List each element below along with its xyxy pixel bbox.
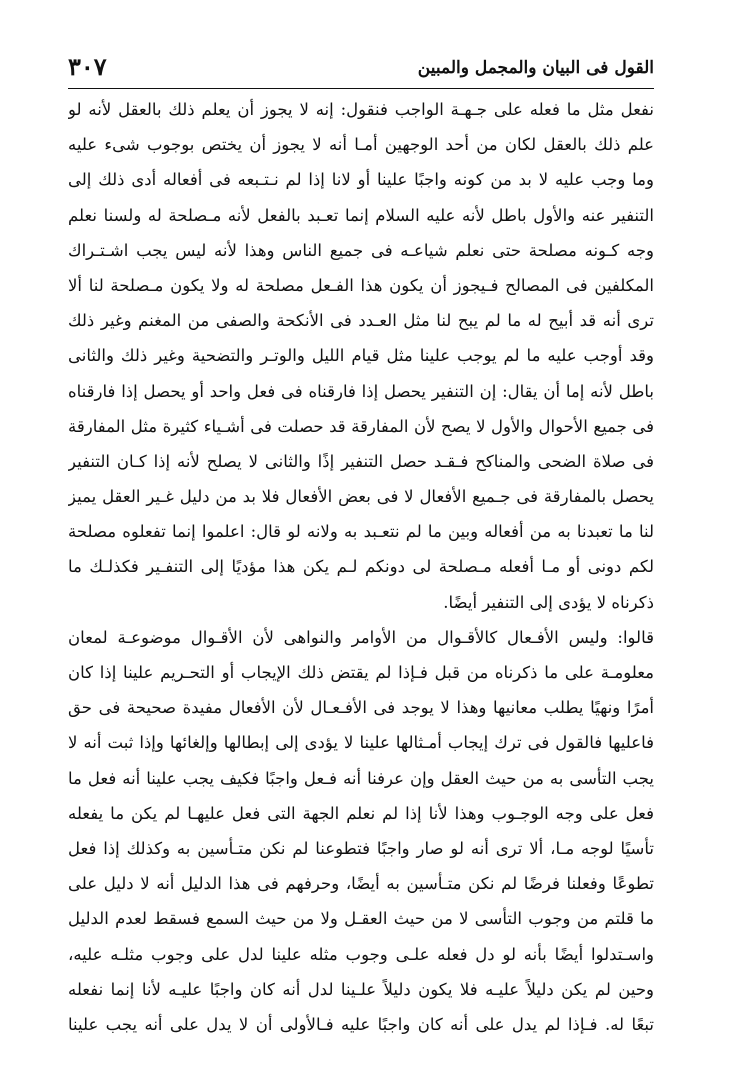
text-line: وحين لم يكن دليلاً عليـه فلا يكون دليلاً علـينا لدل أنه كان واجبًا عليـه لأنا إنما نفعله <box>68 979 654 999</box>
text-line: فعل على وجه الوجـوب وهذا لأنا إذا لم نعلم الجهة التى فعل عليهـا لم يكن ما يفعله <box>68 803 654 823</box>
text-line: فى جميع الأحوال والأول لا يصح لأن المفارقة قد حصلت فى أشـياء كثيرة مثل المفارقة <box>68 416 654 436</box>
text-line: نفعل مثل ما فعله على جـهـة الواجب فنقول: إنه لا يجوز أن يعلم ذلك بالعقل لأنه لو <box>68 100 654 119</box>
text-line: واسـتدلوا أيضًا بأنه لو دل فعله علـى وجوب مثله علينا لدل على وجوب مثلـه عليه، <box>68 944 654 964</box>
running-head <box>68 52 654 84</box>
text-line: المكلفين فى المصالح فـيجوز أن يكون هذا الفـعل مصلحة له ولا يكون مـصلحة لنا ألا <box>68 275 654 295</box>
text-line: ترى أنه قد أبيح له ما لم يبح لنا مثل العـدد فى الأنكحة والصفى من المغنم وغير ذلك <box>68 311 654 331</box>
text-line: لكم دونى أو مـا أفعله مـصلحة لى دونكم لـم يكن هذا مؤديًا إلى التنفـير فكذلـك ما <box>68 557 654 577</box>
header-divider <box>68 88 654 89</box>
text-line: تطوعًا وفعلنا فرضًا لم نكن متـأسين به أيضًا، وحرفهم فى هذا الدليل أنه لا دليل على <box>68 874 654 894</box>
text-line: تأسيًا لوجه مـا، ألا ترى أنه لو صار واجبًا فتطوعنا لم نكن متـأسين به وكذلك إذا فعل <box>68 838 654 858</box>
text-line: أمرًا ونهيًا يطلب معانيها وهذا لا يوجد فى الأفـعـال لأن الأفعال مفيدة صحيحة فى حق <box>68 698 654 718</box>
text-line: معلومـة على ما ذكرناه من قبل فـإذا لم يقتض ذلك الإيجاب أو التحـريم علينا إذا كان <box>68 663 654 682</box>
text-line: قالوا: وليس الأفـعال كالأقـوال من الأوامر والنواهى لأن الأقـوال موضوعـة لمعان <box>68 627 654 647</box>
text-line: تبعًا له. فـإذا لم يدل على أنه كان واجبًا عليه فـالأولى أن لا يدل على أنه يجب علينا <box>68 1014 654 1034</box>
text-line: فاعليها فالقول فى ترك إيجاب أمـثالها علينا لا يؤدى إلى إبطالها وإلغائها وإذا ثبت أنه لا <box>68 733 654 753</box>
page-number: ٣٠٧ <box>68 52 107 81</box>
text-line: باطل لأنه إما أن يقال: إن التنفير يحصل إذا فارقناه فى فعل واحد أو يحصل إذا فارقناه <box>68 381 654 401</box>
text-line: وقد أوجب عليه ما لم يوجب علينا مثل قيام الليل والوتـر والتضحية وغير ذلك والثانى <box>68 346 654 366</box>
page-body <box>68 92 654 1042</box>
text-line: وجه كـونه مصلحة حتى نعلم شياعـه فى جميع الناس وهذا لأنه ليس يجب اشـتـراك <box>68 240 654 260</box>
text-line: وما وجب عليه لا بد من كونه واجبًا علينا أو لانا إذا لم نـتـبعه فى أفعاله أدى ذلك إلى <box>68 170 654 190</box>
text-line: يجب التأسى به من حيث العقل وإن عرفنا أنه فـعل واجبًا فكيف يجب علينا أنه فعل ما <box>68 768 654 788</box>
running-title: القول فى البيان والمجمل والمبين <box>417 58 654 78</box>
text-line: علم ذلك بالعقل لكان من أحد الوجهين أمـا أنه لا يجوز أن يختص بوجوب شىء عليه <box>68 135 654 155</box>
text-line: يحصل بالمفارقة فى جـميع الأفعال لا فى بعض الأفعال فلا بد من دليل غـير العقل يميز <box>68 487 654 507</box>
text-line: ما قلتم من وجوب التأسى لا من حيث العقـل ولا من حيث السمع فسقط لعدم الدليل <box>68 909 654 929</box>
paragraph-end-line: ذكرناه لا يؤدى إلى التنفير أيضًا. <box>443 592 654 612</box>
text-line: لنا ما تعبدنا به من أفعاله وبين ما لم نتعـبد به ولانه لو قال: اعلموا إنما تفعلوه مصلحة <box>68 522 654 542</box>
text-line: التنفير عنه والأول باطل لأنه عليه السلام إنما تعـبد بالفعل لأنه مـصلحة له ولسنا نعلم <box>68 205 654 225</box>
text-line: فى صلاة الضحى والمناكح فـقـد حصل التنفير إذًا والثانى لا يصلح لأنه إذا كـان التنفير <box>68 451 654 471</box>
